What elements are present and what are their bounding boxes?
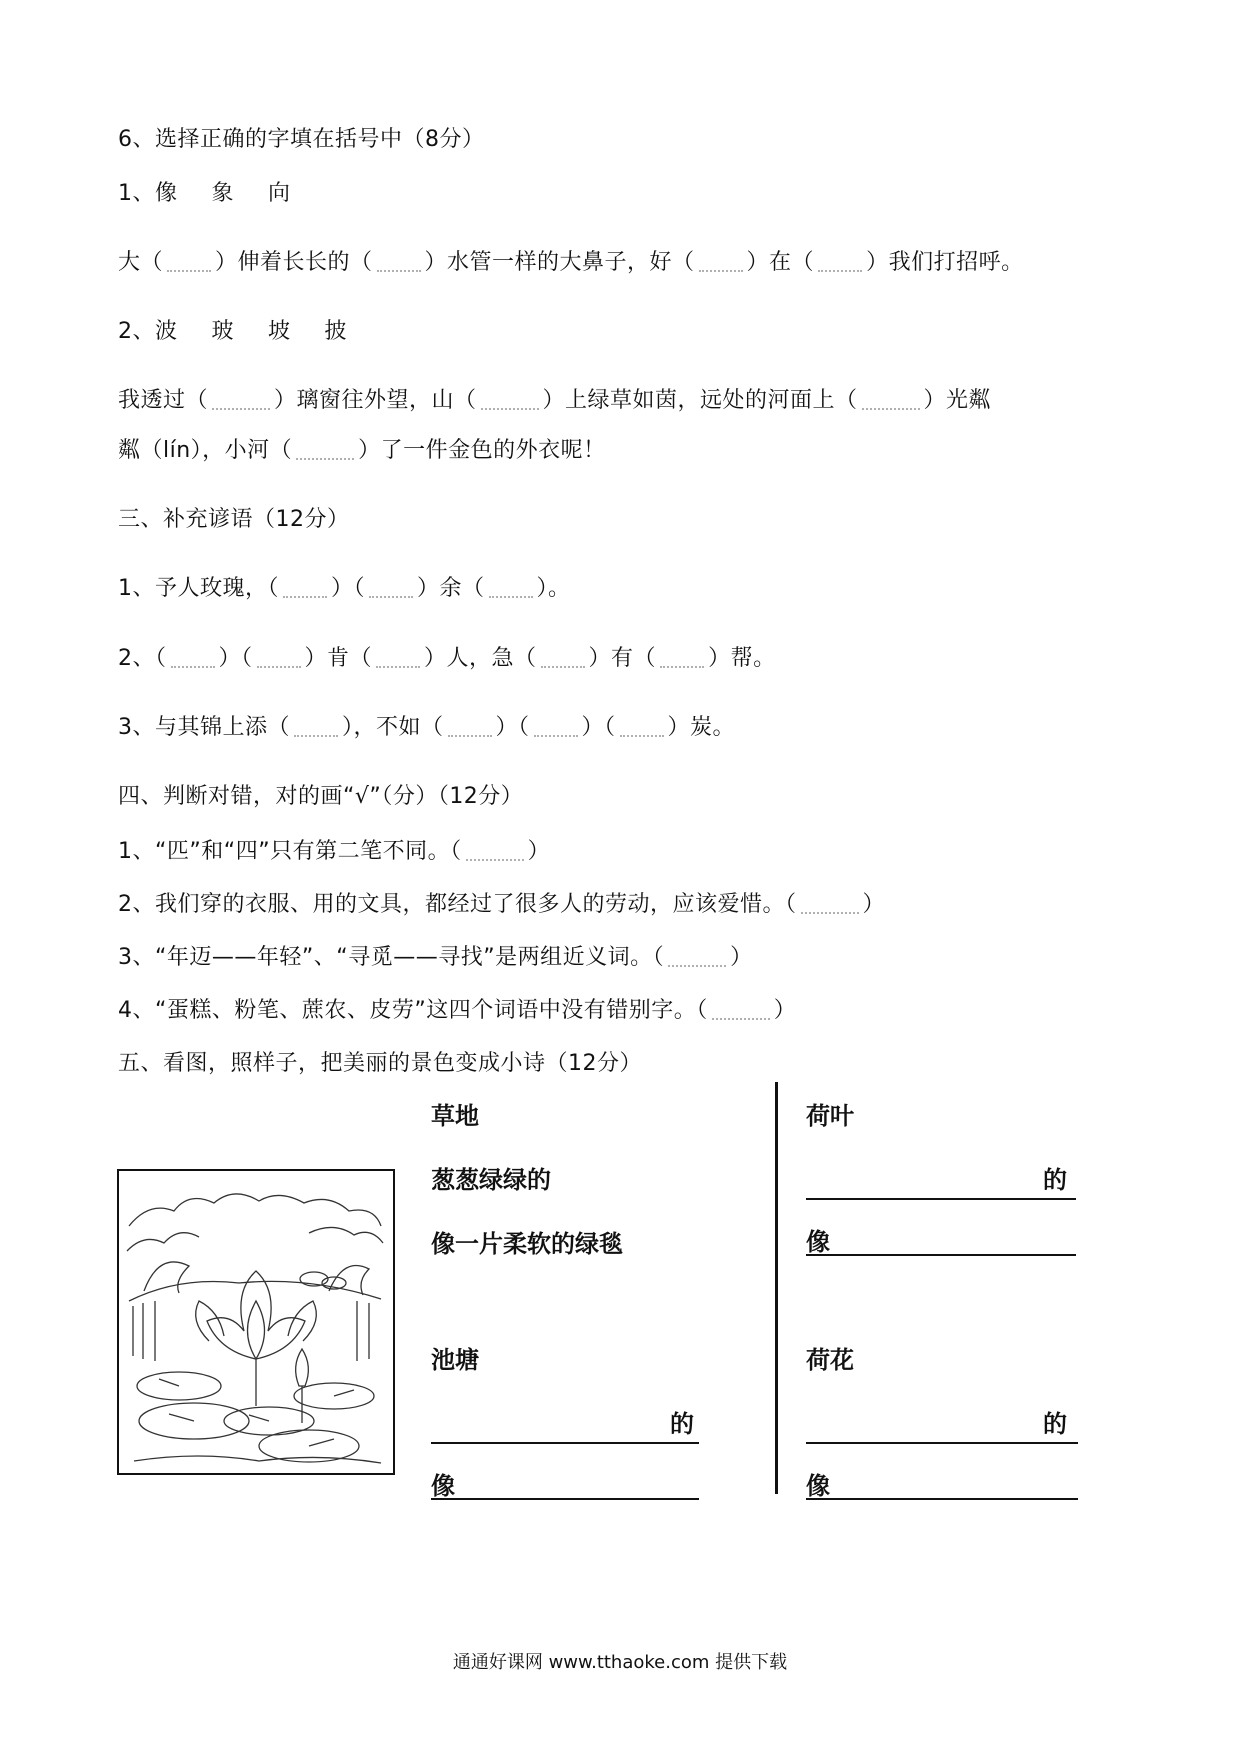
text-segment: ）。 [536, 576, 571, 601]
text-segment: ），不如（ [342, 715, 444, 740]
answer-blank[interactable] [294, 719, 338, 737]
text-segment: 4、“蛋糕、粉笔、蔗农、皮劳”这四个词语中没有错别字。（ [118, 998, 708, 1023]
answer-blank[interactable] [489, 580, 533, 598]
answer-blank[interactable] [699, 254, 743, 272]
option: 象 [211, 181, 235, 206]
text-segment: ）上绿草如茵，远处的河面上（ [542, 388, 858, 413]
footer-credit: 通通好课网 www.tthaoke.com 提供下载 [452, 1652, 788, 1673]
lotus-pond-drawing [119, 1171, 393, 1473]
pond-subject: 池塘 [431, 1346, 479, 1374]
pond-xiang: 像 [431, 1472, 455, 1500]
text-segment: ）有（ [588, 646, 657, 671]
example-subject: 草地 [431, 1102, 479, 1130]
text-segment: ）（ [495, 715, 530, 740]
text-segment: ） [527, 839, 551, 864]
lotus-leaf-answer-line-2[interactable] [806, 1254, 1076, 1256]
text-segment: 1、予人玫瑰，（ [118, 576, 279, 601]
lotus-leaf-answer-line-1[interactable] [806, 1198, 1076, 1200]
answer-blank[interactable] [466, 843, 524, 861]
lotus-leaf-de: 的 [1043, 1166, 1067, 1194]
text-segment: ）璃窗往外望，山（ [274, 388, 477, 413]
answer-blank[interactable] [534, 719, 578, 737]
answer-blank[interactable] [369, 580, 413, 598]
text-segment: ）（ [581, 715, 616, 740]
text-segment: 粼（lín），小河（ [118, 438, 293, 463]
pond-de: 的 [670, 1410, 694, 1438]
answer-blank[interactable] [283, 580, 327, 598]
q6-item1-options [118, 176, 325, 207]
option: 坡 [268, 319, 291, 344]
text-segment: 2、我们穿的衣服、用的文具，都经过了很多人的劳动，应该爱惜。（ [118, 892, 797, 917]
text-segment: ） [773, 998, 797, 1023]
text-segment: ）光粼 [923, 388, 992, 413]
judge-item-2 [118, 887, 885, 918]
option: 向 [268, 181, 291, 206]
answer-blank[interactable] [171, 650, 215, 668]
answer-blank[interactable] [801, 896, 859, 914]
answer-blank[interactable] [660, 650, 704, 668]
lotus-leaf-subject: 荷叶 [806, 1102, 854, 1130]
text-segment: ）伸着长长的（ [215, 250, 373, 275]
q6-sentence1 [118, 245, 1024, 276]
answer-blank[interactable] [296, 442, 354, 460]
text-segment: ）（ [331, 576, 366, 601]
lotus-flower-answer-line-1[interactable] [806, 1442, 1078, 1444]
text-segment: 我透过（ [118, 388, 209, 413]
text-segment: ）我们打招呼。 [866, 250, 1024, 275]
text-segment: ）肯（ [304, 646, 373, 671]
answer-blank[interactable] [818, 254, 862, 272]
answer-blank[interactable] [376, 650, 420, 668]
lotus-flower-xiang: 像 [806, 1472, 830, 1500]
text-segment: 3、“年迈——年轻”、“寻觅——寻找”是两组近义词。（ [118, 945, 665, 970]
item-label: 2、 [118, 319, 155, 344]
text-segment: ）水管一样的大鼻子，好（ [424, 250, 695, 275]
proverb-item-3 [118, 710, 735, 741]
answer-blank[interactable] [448, 719, 492, 737]
proverb-item-1 [118, 571, 571, 602]
answer-blank[interactable] [620, 719, 664, 737]
text-segment: ）（ [218, 646, 253, 671]
pond-answer-line-2[interactable] [431, 1498, 699, 1500]
text-segment: ）在（ [746, 250, 815, 275]
text-segment: 大（ [118, 250, 164, 275]
text-segment: 3、与其锦上添（ [118, 715, 290, 740]
judge-item-4 [118, 993, 796, 1024]
text-segment: ）帮。 [708, 646, 776, 671]
q6-sentence2-line2 [118, 433, 606, 464]
example-line-2: 葱葱绿绿的 [431, 1166, 551, 1194]
option: 玻 [211, 319, 235, 344]
lotus-pond-picture [117, 1169, 395, 1475]
answer-blank[interactable] [541, 650, 585, 668]
text-segment: ） [730, 945, 753, 970]
item-label: 1、 [118, 181, 155, 206]
option: 像 [155, 181, 178, 206]
text-segment: ）余（ [417, 576, 485, 601]
judge-item-3 [118, 940, 753, 971]
q6-title: 6、选择正确的字填在括号中（8分） [118, 127, 485, 152]
option: 波 [155, 319, 178, 344]
lotus-flower-de: 的 [1043, 1410, 1067, 1438]
q6-sentence2-line1 [118, 383, 991, 414]
example-line-3: 像一片柔软的绿毯 [431, 1230, 623, 1258]
answer-blank[interactable] [377, 254, 421, 272]
section4-title: 四、判断对错，对的画“√”（分）（12分） [118, 784, 524, 809]
pond-answer-line-1[interactable] [431, 1442, 699, 1444]
lotus-leaf-xiang: 像 [806, 1228, 830, 1256]
option: 披 [324, 319, 348, 344]
text-segment: ）了一件金色的外衣呢！ [358, 438, 606, 463]
q6-item2-options [118, 314, 381, 345]
answer-blank[interactable] [481, 392, 539, 410]
answer-blank[interactable] [167, 254, 211, 272]
lotus-flower-answer-line-2[interactable] [806, 1498, 1078, 1500]
column-divider [775, 1082, 778, 1494]
section5-title: 五、看图，照样子，把美丽的景色变成小诗（12分） [118, 1051, 642, 1076]
text-segment: ） [862, 892, 886, 917]
answer-blank[interactable] [862, 392, 920, 410]
text-segment: 1、“匹”和“四”只有第二笔不同。（ [118, 839, 462, 864]
proverb-item-2 [118, 641, 776, 672]
text-segment: ）炭。 [667, 715, 736, 740]
answer-blank[interactable] [668, 949, 726, 967]
text-segment: ）人，急（ [424, 646, 537, 671]
answer-blank[interactable] [212, 392, 270, 410]
section3-title: 三、补充谚语（12分） [118, 507, 350, 532]
lotus-flower-subject: 荷花 [806, 1346, 854, 1374]
judge-item-1 [118, 834, 550, 865]
text-segment: 2、（ [118, 646, 167, 671]
answer-blank[interactable] [257, 650, 301, 668]
answer-blank[interactable] [712, 1002, 770, 1020]
